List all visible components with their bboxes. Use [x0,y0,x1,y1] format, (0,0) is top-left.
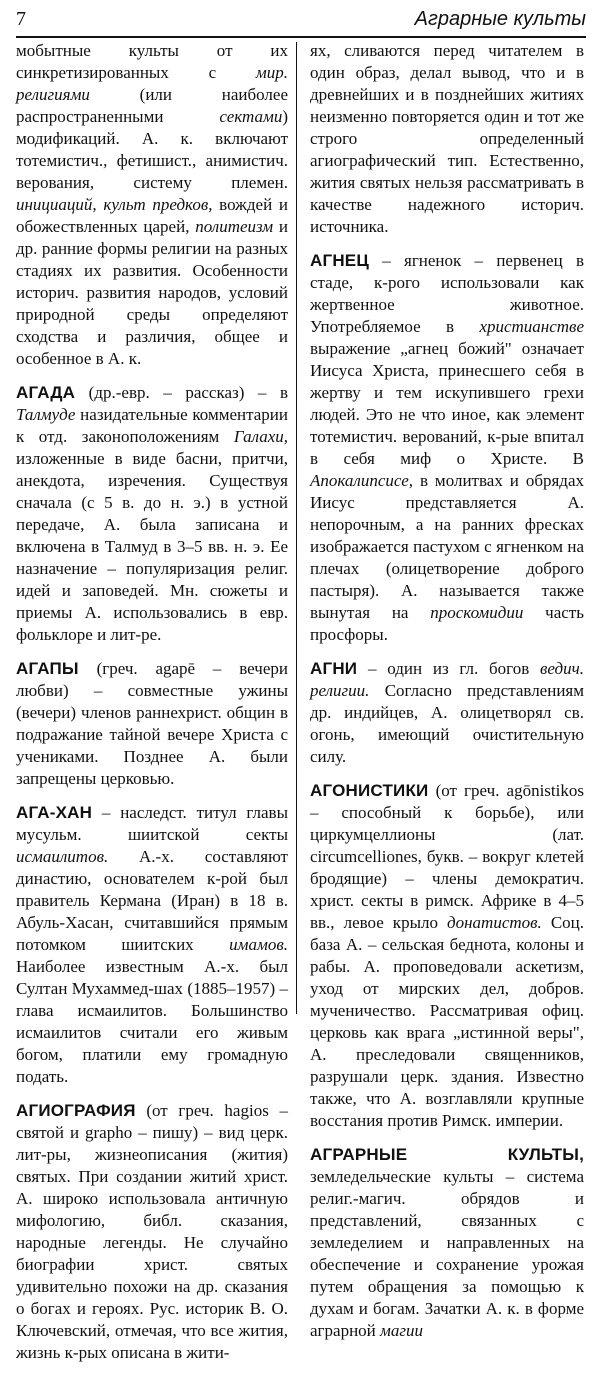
page-number: 7 [16,8,26,30]
headword: АГИОГРАФИЯ [16,1101,136,1120]
right-column [310,40,584,1354]
entry-agrarnye-kulty: АГРАРНЫЕ КУЛЬТЫ, земледельческие культы – система религ.-магич. обрядов и представлений, связанных с земледелием и направленных на обеспечение и сохранение урожая путем обращения за помощью к духам и богам. Зачатки А. к. в форме аграрной магии [310,1145,584,1340]
entry-continuation: мобытные культы от их синкретизированных с мир. религиями (или наиболее распространенными сектами) модификаций. А. к. включают тотемистич., фетишист., анимистич. верования, систему племен. инициаций, культ предков, вождей и обожествленных царей, политеизм и др. ранние формы религии на разных стадиях их развития. Особенности историч. развития народов, условий природной среды определяют сходства и различия, общее и особенное в А. к. [16,41,288,368]
page-header [16,6,586,38]
entry-agonistiki: АГОНИСТИКИ (от греч. agōnistikos – способный к борьбе), или циркумцеллионы (лат. circumcelliones, букв. – вокруг клетей бродящие) – члены демократич. христ. секты в римск. Африке в 4–5 вв., левое крыло донатистов. Соц. база А. – сельская беднота, колоны и рабы. А. проповедовали аскетизм, уход от мирских дел, добров. мученичество. Рассматривая офиц. церковь как врага „истинной веры", А. преследовали священников, разрушали церк. здания. Известно также, что А. возглавляли крупные восстания против Римск. империи. [310,781,584,1130]
headword: АГА-ХАН [16,803,93,822]
headword: АГНИ [310,659,358,678]
entry-agada: АГАДА (др.-евр. – рассказ) – в Талмуде назидательные комментарии к отд. законоположениям Галахи, изложенные в виде басни, притчи, анекдота, изречения. Существуя сначала (с 5 в. до н. э.) в устной передаче, А. была записана и включена в Талмуд в 3–5 вв. н. э. Ее назначение – популяризация религ. идей и заповедей. Мн. сюжеты и приемы А. использовались в евр. фольклоре и лит-ре. [16,383,288,644]
headword: АГАДА [16,383,76,402]
headword: АГНЕЦ [310,251,369,270]
running-title: Аграрные культы [414,8,586,30]
column-divider [296,42,297,1014]
left-column [16,40,288,1376]
entry-continuation: ях, сливаются перед читателем в один образ, делал вывод, что и в древнейших и в позднейших житиях неизменно повторяется один и тот же строго определенный агиографический тип. Естественно, жития святых нельзя рассматривать в качестве надежного историч. источника. [310,41,584,236]
headword: АГРАРНЫЕ КУЛЬТЫ, [310,1145,584,1164]
entry-agiografia: АГИОГРАФИЯ (от греч. hagios – святой и grapho – пишу) – вид церк. лит-ры, жизнеописания (жития) святых. При создании житий христ. А. широко использовала античную мифологию, библ. сказания, народные легенды. Не случайно биографии христ. святых удивительно похожи на др. сказания о богах и героях. Рус. историк В. О. Ключевский, отмечая, что все жития, жизнь к-рых описана в жити- [16,1101,288,1362]
entry-agapy: АГАПЫ (греч. agapē – вечери любви) – совместные ужины (вечери) членов раннехрист. общин в подражание тайной вечере Христа с учениками. Позднее А. были запрещены церковью. [16,659,288,788]
entry-aga-khan: АГА-ХАН – наследст. титул главы мусульм. шиитской секты исмаилитов. А.-х. составляют династию, основателем к-рой был правитель Кермана (Иран) в 18 в. Абуль-Хасан, считавшийся прямым потомком шиитских имамов. Наиболее известным А.-х. был Султан Мухаммед-шах (1885–1957) – глава исмаилитов. Большинство исмаилитов считали его живым богом, платили ему громадную подать. [16,803,288,1086]
headword: АГАПЫ [16,659,79,678]
entry-agnec: АГНЕЦ – ягненок – первенец в стаде, к-рого использовали как жертвенное животное. Употребляемое в христианстве выражение „агнец божий" означает Иисуса Христа, принесшего себя в жертву и тем искупившего грехи людей. Это не что иное, как элемент тотемистич. верований, к-рые впитал в себя миф о Христе. В Апокалипсисе, в молитвах и обрядах Иисус представляется А. непорочным, а на ранних фресках изображается пастухом с ягненком на плечах (олицетворение доброго пастыря). А. называется также вынутая на проскомидии часть просфоры. [310,251,584,644]
entry-agni: АГНИ – один из гл. богов ведич. религии. Согласно представлениям др. индийцев, А. олицетворял св. огонь, имеющий очистительную силу. [310,659,584,766]
headword: АГОНИСТИКИ [310,781,429,800]
